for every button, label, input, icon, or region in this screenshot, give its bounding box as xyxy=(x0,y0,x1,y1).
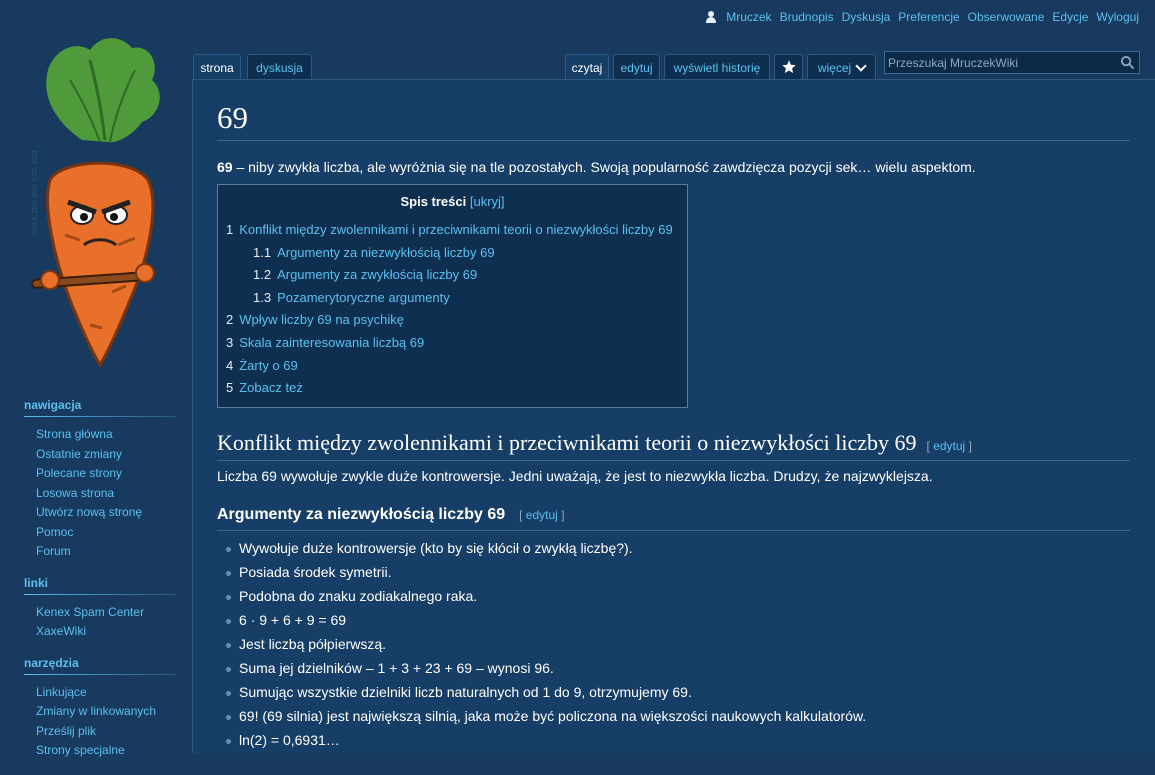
personal-link-sandbox[interactable]: Brudnopis xyxy=(779,10,834,24)
sidebar-item-related-changes[interactable]: Zmiany w linkowanych xyxy=(36,704,157,718)
personal-link-talk[interactable]: Dyskusja xyxy=(841,10,891,24)
user-icon xyxy=(706,11,716,23)
toc-item[interactable] xyxy=(226,287,673,310)
toc-link[interactable]: Konflikt między zwolennikami i przeciwnikami teorii o niezwykłości liczby 69 xyxy=(239,222,673,237)
argument-list xyxy=(225,536,866,752)
subsection-heading-text: Argumenty za niezwykłością liczby 69 xyxy=(217,506,506,523)
portal-links xyxy=(24,576,176,642)
sidebar-item-random[interactable]: Losowa strona xyxy=(36,485,115,500)
toc-link[interactable]: Żarty o 69 xyxy=(239,357,298,373)
star-icon xyxy=(781,59,797,75)
tab-discussion-label: dyskusja xyxy=(256,61,303,75)
tab-read[interactable] xyxy=(565,54,609,80)
content-area xyxy=(192,79,1155,753)
carrot-logo-image xyxy=(20,30,180,370)
list-item: Posiada środek symetrii. xyxy=(225,560,866,584)
personal-link-user[interactable]: Mruczek xyxy=(726,10,772,24)
list-item: 69! (69 silnia) jest największą silnią, jaka może być policzona na większości naukowych kalkulatorów. xyxy=(225,704,866,728)
toc-link[interactable]: Pozamerytoryczne argumenty xyxy=(277,289,450,305)
sidebar-item-upload[interactable]: Prześlij plik xyxy=(36,723,97,738)
list-item: Jest liczbą półpierwszą. xyxy=(225,632,866,656)
portal-tools xyxy=(24,656,176,761)
personal-link-watchlist[interactable]: Obserwowane xyxy=(967,10,1045,24)
toc-item[interactable] xyxy=(226,355,673,378)
tab-edit[interactable] xyxy=(613,54,660,79)
page-title: 69 xyxy=(217,100,1130,141)
sidebar-item-whatlinkshere[interactable]: Linkujące xyxy=(36,684,87,699)
list-item: 6 · 9 + 6 + 9 = 69 xyxy=(225,608,866,632)
toc-item[interactable] xyxy=(226,309,673,332)
intro-paragraph xyxy=(217,159,976,175)
subsection-edit: [ edytuj ] xyxy=(519,508,565,522)
section-edit-link[interactable]: edytuj xyxy=(933,439,966,453)
portal-navigation-title: nawigacja xyxy=(24,398,176,417)
toc-item[interactable] xyxy=(226,377,673,400)
personal-link-logout[interactable]: Wyloguj xyxy=(1096,10,1139,24)
portal-tools-title: narzędzia xyxy=(24,656,176,675)
toc-item[interactable] xyxy=(226,242,673,265)
toc-item[interactable] xyxy=(226,219,673,242)
portal-links-title: linki xyxy=(24,576,176,595)
section-heading-text: Konflikt między zwolennikami i przeciwnikami teorii o niezwykłości liczby 69 xyxy=(217,430,917,455)
site-logo[interactable] xyxy=(20,30,180,370)
toc-item[interactable] xyxy=(226,264,673,287)
search-icon[interactable] xyxy=(1120,55,1135,70)
sidebar-item-help[interactable]: Pomoc xyxy=(36,524,74,539)
subsection-edit-link[interactable]: edytuj xyxy=(525,508,558,522)
toc-title: Spis treści xyxy=(400,194,467,209)
list-item: Suma jej dzielników – 1 + 3 + 23 + 69 – wynosi 96. xyxy=(225,656,866,680)
logo-watermark-text: MRUCZEK WIKI EST. 2011 xyxy=(32,149,39,235)
toc-number: 1.1 xyxy=(253,244,272,260)
toc-link[interactable]: Argumenty za zwykłością liczby 69 xyxy=(277,267,478,283)
toc-number: 2 xyxy=(226,312,234,328)
intro-text: – niby zwykła liczba, ale wyróżnia się na tle pozostałych. Swoją popularność zawdzięcza pozycji sek… wielu aspektom. xyxy=(232,159,976,175)
sidebar-item-featured[interactable]: Polecane strony xyxy=(36,466,123,480)
toc-toggle[interactable]: [ukryj] xyxy=(469,194,505,209)
tab-history[interactable] xyxy=(664,54,770,79)
sidebar-item-recent-changes[interactable]: Ostatnie zmiany xyxy=(36,446,123,461)
toc-link[interactable]: Skala zainteresowania liczbą 69 xyxy=(239,334,425,350)
tab-read-label: czytaj xyxy=(571,61,603,75)
toc-number: 1.3 xyxy=(253,289,272,305)
personal-link-preferences[interactable]: Preferencje xyxy=(898,10,960,24)
watch-button[interactable] xyxy=(774,54,803,79)
list-item: Wywołuje duże kontrowersje (kto by się kłócił o zwykłą liczbę?). xyxy=(225,536,866,560)
sidebar-item-xaxewiki[interactable]: XaxeWiki xyxy=(36,624,87,638)
sidebar-item-forum[interactable]: Forum xyxy=(36,544,71,558)
toc-number: 5 xyxy=(226,380,234,396)
tab-discussion[interactable] xyxy=(247,54,312,79)
sidebar-item-main-page[interactable]: Strona główna xyxy=(36,427,113,441)
toc-number: 4 xyxy=(226,357,234,373)
subsection-heading xyxy=(217,506,1130,531)
list-item: ln(2) = 0,6931… xyxy=(225,728,866,752)
more-menu-label: więcej xyxy=(817,61,852,75)
toc-number: 1 xyxy=(226,222,234,237)
section-paragraph: Liczba 69 wywołuje zwykle duże kontrowersje. Jedni uważają, że jest to niezwykła liczba. Drudzy, że najzwyklejsza. xyxy=(217,468,933,484)
toc-number: 1.2 xyxy=(253,267,272,283)
sidebar-item-kenex[interactable]: Kenex Spam Center xyxy=(36,604,145,619)
personal-tools xyxy=(706,10,1139,24)
list-item: Podobna do znaku zodiakalnego raka. xyxy=(225,584,866,608)
tab-page-label: strona xyxy=(200,61,234,75)
toc-number: 3 xyxy=(226,334,234,350)
more-menu[interactable] xyxy=(807,54,876,79)
tab-history-label: wyświetl historię xyxy=(673,61,761,75)
tab-edit-label: edytuj xyxy=(620,61,653,75)
portal-navigation xyxy=(24,398,176,562)
chevron-down-icon xyxy=(856,60,867,71)
toc-link[interactable]: Zobacz też xyxy=(239,380,303,396)
tab-page[interactable] xyxy=(193,54,241,80)
toc-link[interactable]: Wpływ liczby 69 na psychikę xyxy=(239,312,404,328)
search-box xyxy=(884,51,1140,74)
intro-bold: 69 xyxy=(217,159,233,175)
personal-link-contributions[interactable]: Edycje xyxy=(1052,10,1089,24)
table-of-contents xyxy=(217,184,688,408)
section-edit: [ edytuj ] xyxy=(926,439,972,453)
toc-item[interactable] xyxy=(226,332,673,355)
section-heading xyxy=(217,430,1130,461)
list-item: Sumując wszystkie dzielniki liczb naturalnych od 1 do 9, otrzymujemy 69. xyxy=(225,680,866,704)
search-input[interactable] xyxy=(885,52,1114,73)
sidebar xyxy=(24,398,176,775)
toc-link[interactable]: Argumenty za niezwykłością liczby 69 xyxy=(277,244,495,260)
sidebar-item-create-page[interactable]: Utwórz nową stronę xyxy=(36,505,143,519)
sidebar-item-special-pages[interactable]: Strony specjalne xyxy=(36,743,125,757)
toc-header xyxy=(218,194,687,209)
